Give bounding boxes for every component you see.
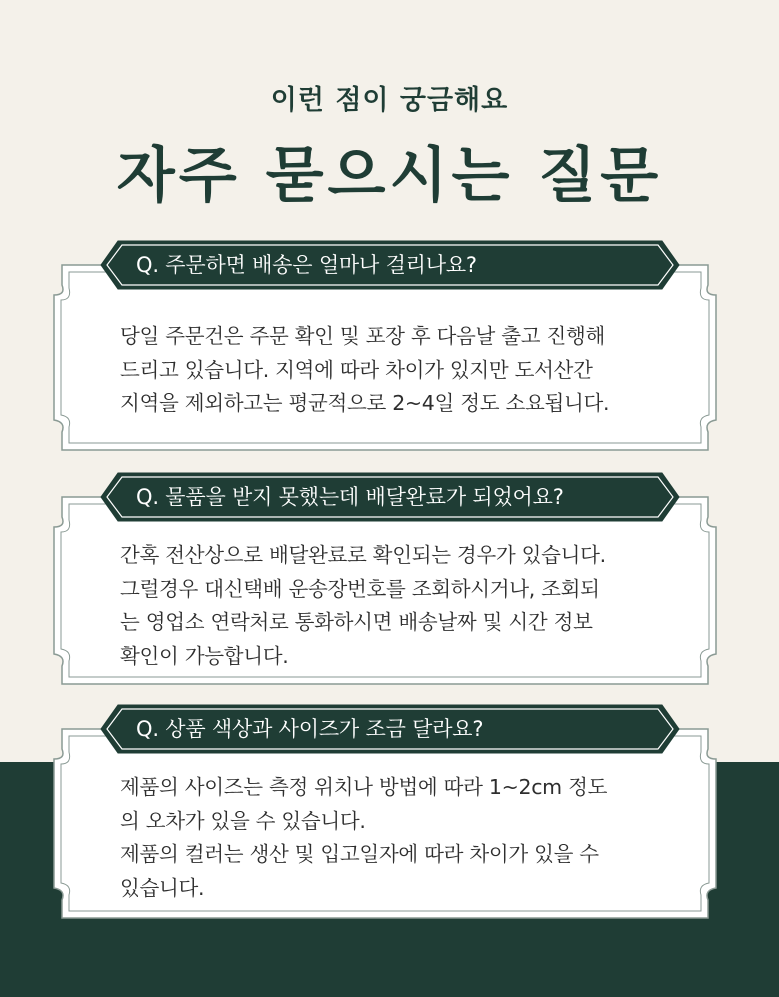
faq-question: Q. 상품 색상과 사이즈가 조금 달라요? — [136, 717, 484, 741]
page-title: 자주 묻으시는 질문 — [116, 141, 663, 211]
page-subtitle: 이런 점이 궁금해요 — [270, 85, 509, 116]
faq-item-1 — [52, 240, 718, 452]
faq-question: Q. 주문하면 배송은 얼마나 걸리나요? — [136, 253, 477, 277]
faq-answer: 당일 주문건은 주문 확인 및 포장 후 다음날 출고 진행해 드리고 있습니다. 지역에 따라 차이가 있지만 도서산간 지역을 제외하고는 평균적으로 2~4일 정도 소요됩니다. — [120, 324, 610, 415]
faq-answer: 제품의 사이즈는 측정 위치나 방법에 따라 1~2cm 정도 의 오차가 있을 수 있습니다. 제품의 컬러는 생산 및 입고일자에 따라 차이가 있을 수 있습니다. — [120, 775, 608, 900]
faq-answer: 간혹 전산상으로 배달완료로 확인되는 경우가 있습니다. 그럴경우 대신택배 운송장번호를 조회하시거나, 조회되 는 영업소 연락처로 통화하시면 배송날짜 및 시간 정보 확인이 가능합니다. — [120, 543, 606, 668]
faq-item-2 — [52, 472, 718, 686]
faq-question: Q. 물품을 받지 못했는데 배달완료가 되었어요? — [136, 485, 564, 509]
faq-item-3 — [52, 704, 718, 920]
